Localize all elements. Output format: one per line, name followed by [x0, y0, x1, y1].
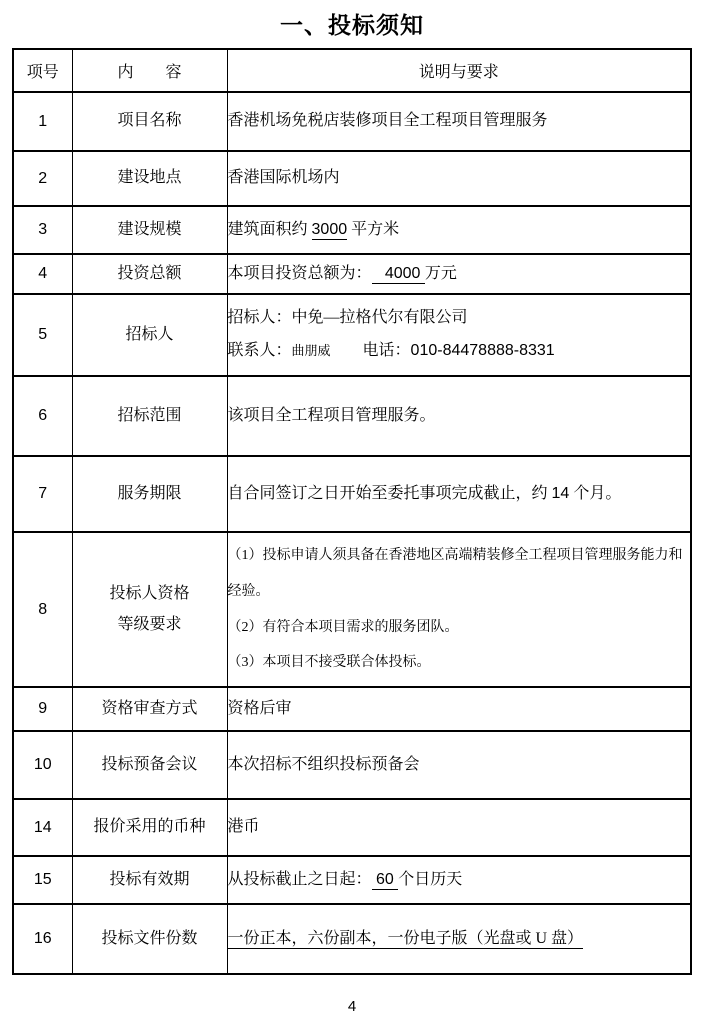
text-segment: 14 [551, 484, 570, 502]
row-number-cell: 8 [13, 532, 72, 687]
page-number: 4 [347, 998, 357, 1015]
description-line [228, 645, 691, 681]
text-segment: 建筑面积约 [227, 220, 312, 238]
text-segment: 招标人：中免—拉格代尔有限公司 [227, 309, 468, 327]
text-segment: 香港国际机场内 [227, 169, 340, 187]
text-segment: 该项目全工程项目管理服务。 [227, 406, 436, 424]
table-row [13, 254, 691, 294]
text-segment: 本项目投资总额为： [227, 264, 372, 282]
text-segment: 曲朋威 [291, 343, 331, 358]
description-line [228, 693, 691, 726]
table-row [13, 206, 691, 254]
item-line: 投标预备会议 [101, 755, 198, 773]
item-line: 建设规模 [117, 220, 182, 238]
header-row [13, 49, 691, 92]
description-cell [227, 294, 691, 376]
table-row [13, 731, 691, 799]
item-cell [72, 856, 227, 904]
column-header: 说明与要求 [227, 49, 691, 92]
description-cell [227, 206, 691, 254]
table-row [13, 151, 691, 206]
table-row [13, 376, 691, 456]
item-cell [72, 254, 227, 294]
row-number-cell: 2 [13, 151, 72, 206]
row-number-cell: 16 [13, 904, 72, 974]
text-segment: 个日历天 [398, 870, 463, 888]
text-segment: 本次招标不组织投标预备会 [227, 755, 420, 773]
table-row [13, 799, 691, 856]
item-line: 建设地点 [117, 169, 182, 187]
item-cell [72, 376, 227, 456]
item-line: 服务期限 [117, 484, 182, 502]
text-segment: （2）有符合本项目需求的服务团队。 [227, 619, 459, 635]
description-cell [227, 376, 691, 456]
table-row [13, 856, 691, 904]
row-number-cell: 1 [13, 92, 72, 151]
description-line [228, 864, 691, 897]
item-cell [72, 904, 227, 974]
description-line [228, 214, 691, 247]
item-cell [72, 532, 227, 687]
item-line: 招标人 [125, 325, 174, 343]
page-title: 一、投标须知 [280, 13, 424, 38]
description-line [228, 400, 691, 433]
item-line: 投标有效期 [109, 870, 190, 888]
column-header: 项号 [13, 49, 72, 92]
description-line [228, 162, 691, 195]
description-cell [227, 687, 691, 731]
description-cell [227, 151, 691, 206]
description-cell [227, 92, 691, 151]
table-row [13, 456, 691, 532]
text-segment: 平方米 [347, 220, 400, 238]
description-cell [227, 254, 691, 294]
table-row [13, 294, 691, 376]
description-line [228, 302, 691, 335]
item-line: 投标人资格 [109, 585, 190, 603]
text-segment: 联系人： [227, 342, 292, 359]
column-header: 内 容 [72, 49, 227, 92]
row-number-cell: 4 [13, 254, 72, 294]
text-segment: 010-84478888-8331 [410, 342, 555, 359]
item-line: 投资总额 [117, 264, 182, 282]
row-number-cell: 5 [13, 294, 72, 376]
item-line: 招标范围 [117, 406, 182, 424]
item-cell [72, 731, 227, 799]
description-line [228, 538, 691, 609]
item-cell [72, 92, 227, 151]
text-segment: 港币 [227, 818, 260, 836]
text-segment: 万元 [424, 264, 457, 282]
row-number-cell: 14 [13, 799, 72, 856]
text-segment: 60 [371, 870, 399, 888]
description-line [228, 749, 691, 782]
item-cell [72, 456, 227, 532]
row-number-cell: 15 [13, 856, 72, 904]
item-cell [72, 206, 227, 254]
description-line [228, 258, 691, 291]
text-segment: 个月。 [569, 484, 622, 502]
item-line: 资格审查方式 [101, 699, 198, 717]
description-line [228, 811, 691, 844]
description-line [228, 335, 691, 368]
text-segment: 资格后审 [227, 699, 292, 717]
table-row [13, 904, 691, 974]
description-cell [227, 456, 691, 532]
table-row [13, 92, 691, 151]
description-line [228, 610, 691, 646]
row-number-cell: 6 [13, 376, 72, 456]
row-number-cell: 10 [13, 731, 72, 799]
text-segment: 3000 [311, 220, 348, 238]
item-cell [72, 151, 227, 206]
row-number-cell: 3 [13, 206, 72, 254]
text-segment: 自合同签订之日开始至委托事项完成截止，约 [227, 484, 552, 502]
table-row [13, 532, 691, 687]
bid-notice-table [12, 48, 692, 975]
item-cell [72, 687, 227, 731]
text-segment: 4000 [371, 264, 425, 282]
text-segment: （3）本项目不接受联合体投标。 [227, 655, 431, 671]
description-cell [227, 731, 691, 799]
item-line: 报价采用的币种 [93, 818, 206, 836]
text-segment: 一份正本，六份副本，一份电子版（光盘或 U 盘） [227, 929, 584, 947]
item-line: 投标文件份数 [101, 929, 198, 947]
description-line [228, 923, 691, 956]
item-cell [72, 799, 227, 856]
item-line: 等级要求 [117, 615, 182, 633]
description-cell [227, 532, 691, 687]
description-line [228, 105, 691, 138]
text-segment: 从投标截止之日起： [227, 870, 372, 888]
table-row [13, 687, 691, 731]
text-segment: 电话： [330, 342, 411, 359]
row-number-cell: 9 [13, 687, 72, 731]
item-cell [72, 294, 227, 376]
description-line [228, 478, 691, 511]
item-line: 项目名称 [117, 112, 182, 130]
text-segment: （1）投标申请人须具备在香港地区高端精装修全工程项目管理服务能力和经验。 [227, 548, 683, 599]
text-segment: 香港机场免税店装修项目全工程项目管理服务 [227, 112, 548, 130]
description-cell [227, 856, 691, 904]
description-cell [227, 799, 691, 856]
row-number-cell: 7 [13, 456, 72, 532]
description-cell [227, 904, 691, 974]
